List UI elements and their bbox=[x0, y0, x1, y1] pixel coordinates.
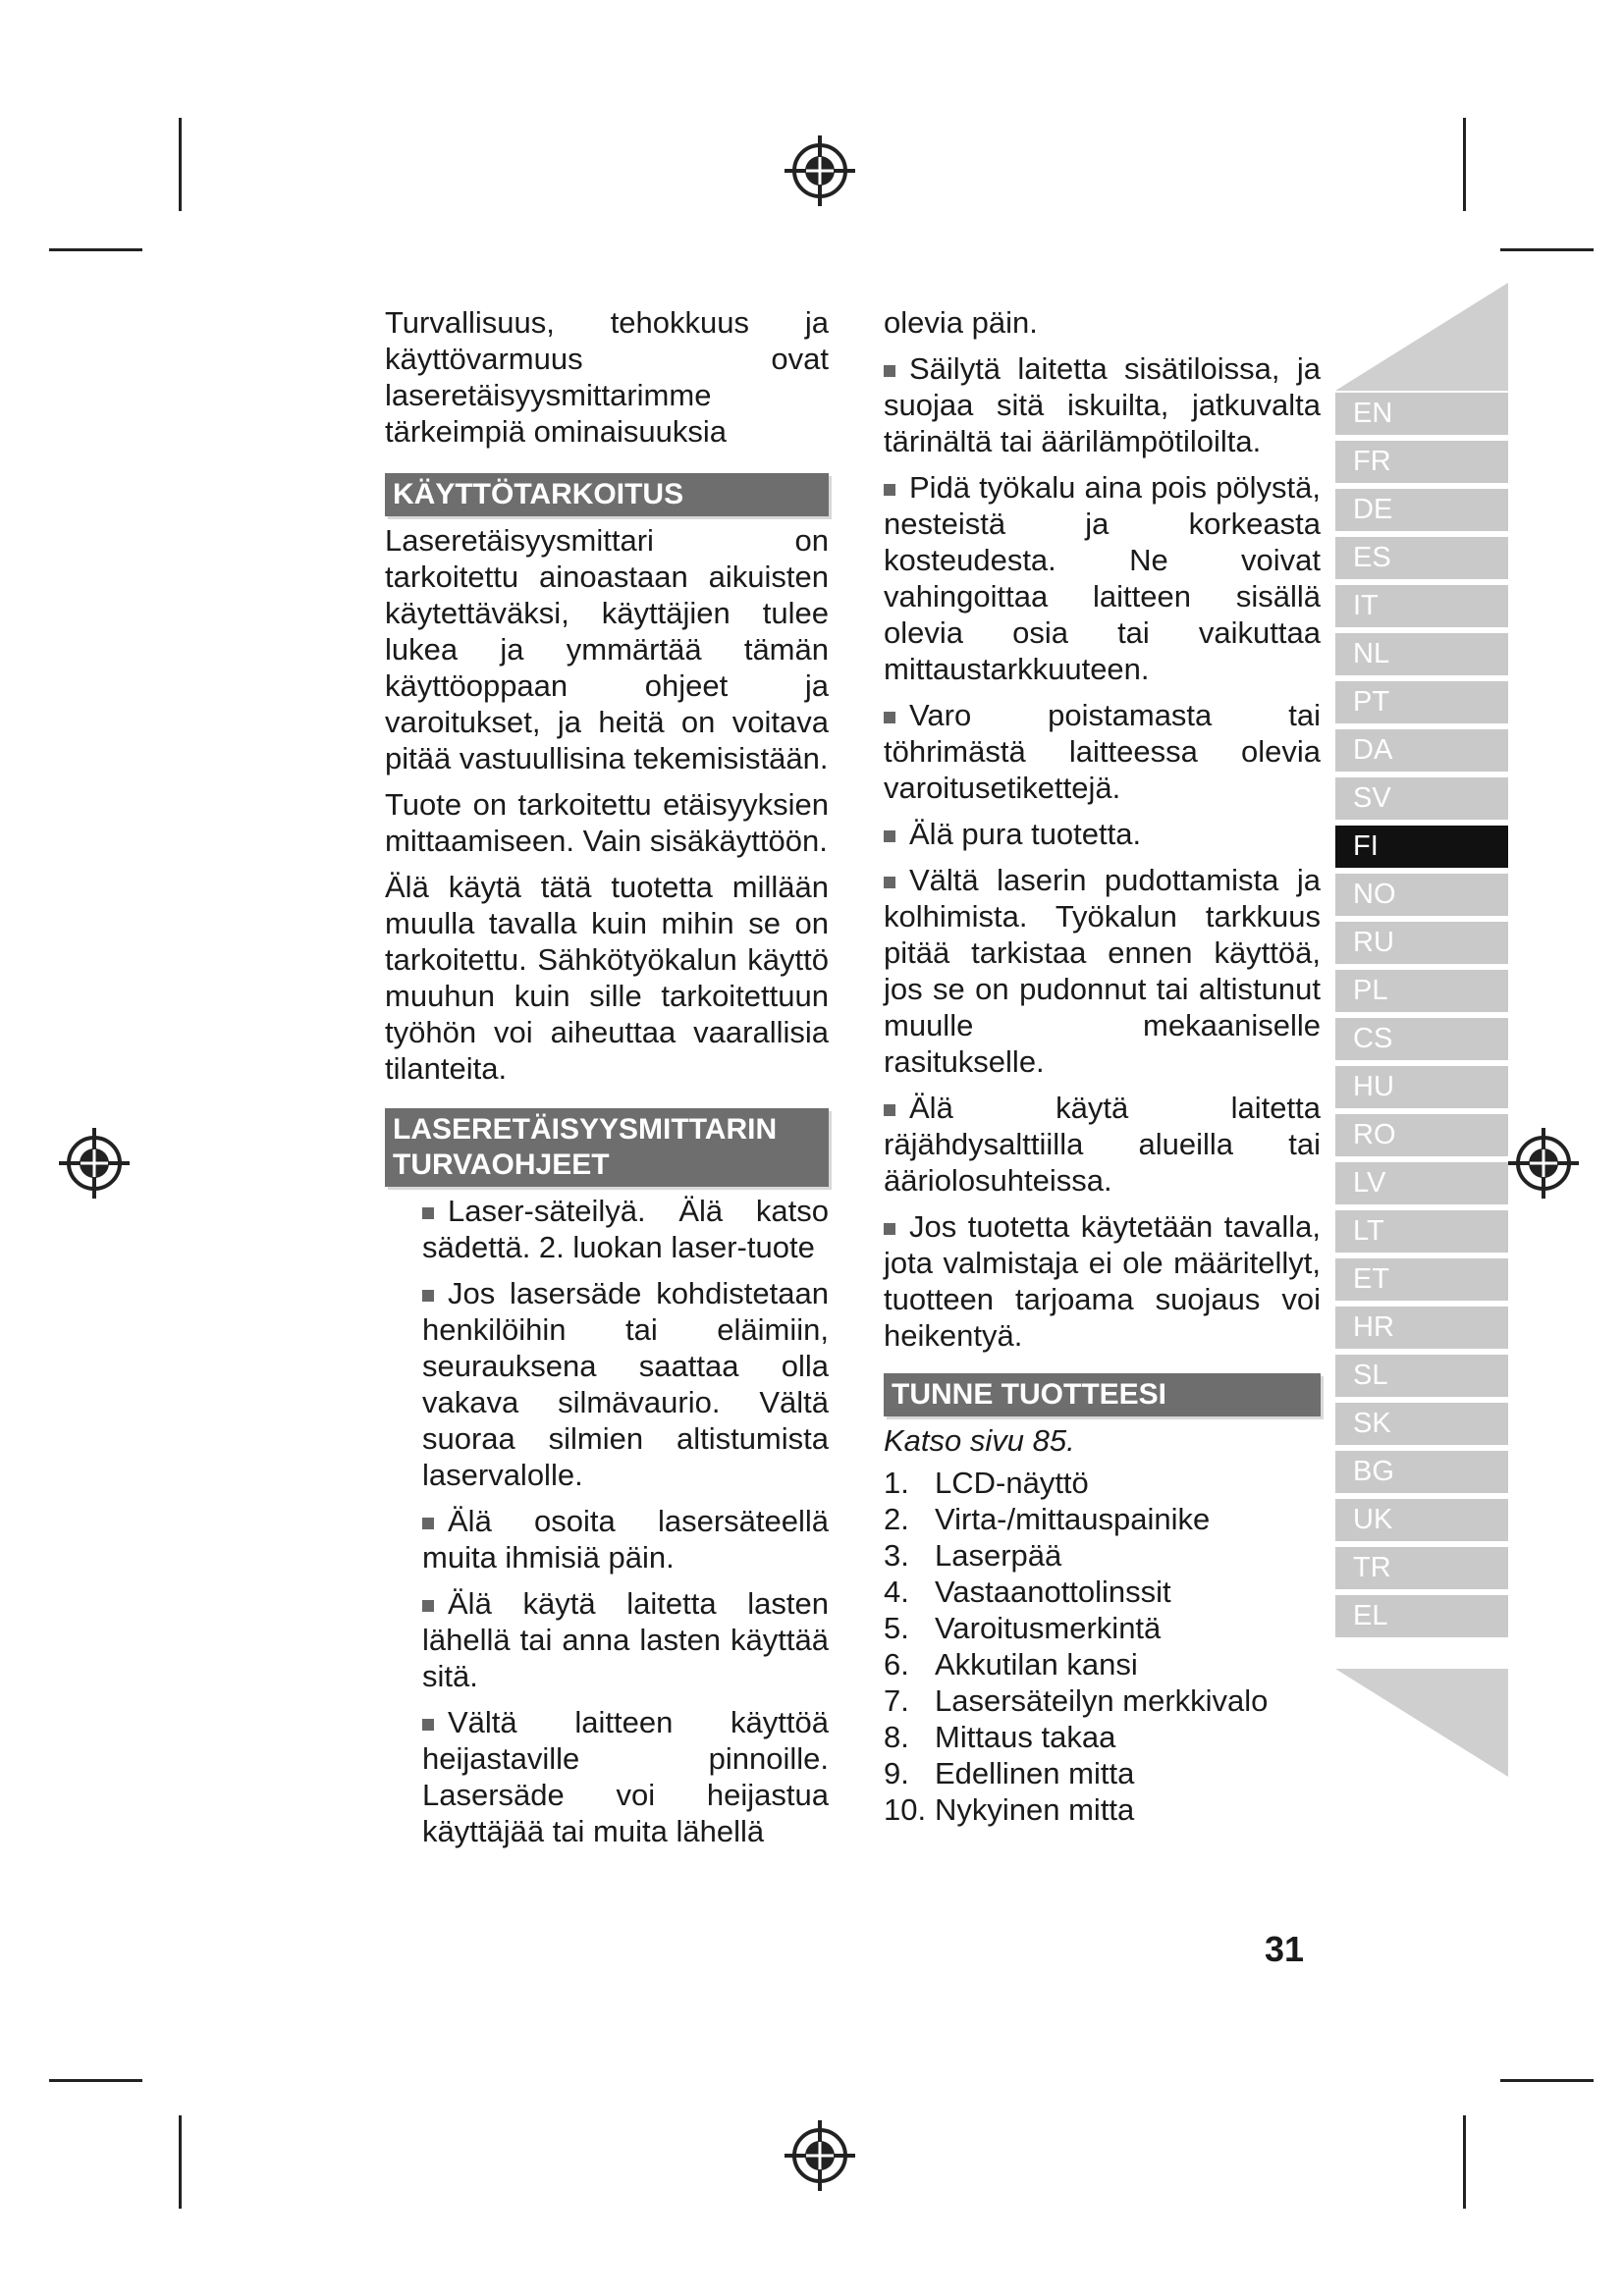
tab-lang-cs[interactable]: CS bbox=[1335, 1018, 1508, 1060]
list-item: Jos lasersäde kohdistetaan henkilöihin tai eläimiin, seurauksena saattaa olla vakava silmävaurio. Vältä suoraa silmien altistumista laservalolle. bbox=[422, 1276, 829, 1492]
list-item: 9. Edellinen mitta bbox=[884, 1756, 1135, 1790]
tab-lang-de[interactable]: DE bbox=[1335, 489, 1508, 531]
list-item: Älä pura tuotetta. bbox=[884, 816, 1321, 852]
crop-mark bbox=[1500, 2079, 1594, 2082]
list-item: 1. LCD-näyttö bbox=[884, 1466, 1089, 1500]
tab-strip-bottom-decoration bbox=[1335, 1669, 1508, 1777]
list-item: Pidä työkalu aina pois pölystä, nesteistä ja korkeasta kosteudesta. Ne voivat vahingoittaa laitteen sisällä olevia osia tai vaikuttaa mittaustarkkuuteen. bbox=[884, 470, 1321, 686]
paragraph: Laseretäisyysmittari on tarkoitettu ainoastaan aikuisten käytettäväksi, käyttäjien tulee lukea ja ymmärtää tämän käyttöoppaan ohjeet ja varoitukset, ja heitä on voitava pitää vastuullisina tekemisistään. bbox=[385, 523, 829, 775]
registration-mark-icon bbox=[783, 133, 857, 208]
paragraph: Tuote on tarkoitettu etäisyyksien mittaamiseen. Vain sisäkäyttöön. bbox=[385, 787, 829, 858]
tab-lang-it[interactable]: IT bbox=[1335, 585, 1508, 627]
list-item: Älä osoita lasersäteellä muita ihmisiä päin. bbox=[422, 1504, 829, 1575]
crop-mark bbox=[1463, 2115, 1466, 2209]
crop-mark bbox=[1500, 248, 1594, 251]
tab-lang-hu[interactable]: HU bbox=[1335, 1066, 1508, 1108]
registration-mark-icon bbox=[1506, 1126, 1581, 1201]
tab-lang-fi[interactable]: FI bbox=[1335, 826, 1508, 868]
crop-mark bbox=[1463, 118, 1466, 211]
bullet-square-icon bbox=[422, 1719, 434, 1731]
tab-lang-da[interactable]: DA bbox=[1335, 729, 1508, 772]
language-tab-strip bbox=[1335, 393, 1508, 1643]
bullet-square-icon bbox=[422, 1600, 434, 1612]
tab-lang-es[interactable]: ES bbox=[1335, 537, 1508, 579]
list-item: Vältä laitteen käyttöä heijastaville pinnoille. Lasersäde voi heijastua käyttäjää tai muita lähellä bbox=[422, 1705, 829, 1848]
tab-lang-sk[interactable]: SK bbox=[1335, 1403, 1508, 1445]
right-column bbox=[884, 304, 1321, 1828]
list-item: 10. Nykyinen mitta bbox=[884, 1792, 1135, 1827]
tab-lang-pt[interactable]: PT bbox=[1335, 681, 1508, 723]
list-item: Laser-säteilyä. Älä katso sädettä. 2. luokan laser-tuote bbox=[422, 1194, 829, 1264]
list-item: Älä käytä laitetta lasten lähellä tai anna lasten käyttää sitä. bbox=[422, 1586, 829, 1693]
bullet-square-icon bbox=[884, 484, 895, 496]
tab-lang-ro[interactable]: RO bbox=[1335, 1114, 1508, 1156]
list-item: Varo poistamasta tai töhrimästä laitteessa olevia varoitusetikettejä. bbox=[884, 698, 1321, 805]
tab-lang-et[interactable]: ET bbox=[1335, 1258, 1508, 1301]
heading-line: LASERETÄISYYSMITTARIN bbox=[393, 1113, 778, 1146]
page-number: 31 bbox=[1265, 1929, 1305, 1969]
see-page-note: Katso sivu 85. bbox=[884, 1423, 1075, 1458]
bullet-square-icon bbox=[884, 1104, 895, 1116]
tab-strip-top-decoration bbox=[1335, 283, 1508, 391]
list-item: 7. Lasersäteilyn merkkivalo bbox=[884, 1683, 1269, 1718]
section-heading-intended-use: KÄYTTÖTARKOITUS bbox=[385, 473, 829, 516]
list-item: Vältä laserin pudottamista ja kolhimista. Työkalun tarkkuus pitää tarkistaa ennen käyttöä, jos se on pudonnut tai altistunut muulle mekaaniselle rasitukselle. bbox=[884, 863, 1321, 1079]
section-heading-safety bbox=[385, 1108, 829, 1187]
bullet-square-icon bbox=[884, 1223, 895, 1235]
tab-lang-el[interactable]: EL bbox=[1335, 1595, 1508, 1637]
tab-lang-pl[interactable]: PL bbox=[1335, 970, 1508, 1012]
paragraph: Älä käytä tätä tuotetta millään muulla tavalla kuin mihin se on tarkoitettu. Sähkötyökalun käyttö muuhun kuin sille tarkoitettuun työhön voi aiheuttaa vaarallisia tilanteita. bbox=[385, 870, 829, 1086]
tab-lang-hr[interactable]: HR bbox=[1335, 1307, 1508, 1349]
list-item: 5. Varoitusmerkintä bbox=[884, 1611, 1162, 1645]
tab-lang-lt[interactable]: LT bbox=[1335, 1210, 1508, 1253]
heading-line: TURVAOHJEET bbox=[393, 1148, 610, 1181]
crop-mark bbox=[179, 118, 182, 211]
parts-list bbox=[884, 1465, 1321, 1828]
section-heading-know-product: TUNNE TUOTTEESI bbox=[884, 1373, 1321, 1416]
bullet-square-icon bbox=[422, 1290, 434, 1302]
bullet-square-icon bbox=[884, 712, 895, 723]
bullet-square-icon bbox=[884, 830, 895, 842]
tab-lang-en[interactable]: EN bbox=[1335, 393, 1508, 435]
tab-lang-tr[interactable]: TR bbox=[1335, 1547, 1508, 1589]
bullet-square-icon bbox=[422, 1207, 434, 1219]
crop-mark bbox=[49, 2079, 142, 2082]
tab-lang-sl[interactable]: SL bbox=[1335, 1355, 1508, 1397]
list-item: Säilytä laitetta sisätiloissa, ja suojaa sitä iskuilta, jatkuvalta tärinältä tai äärilämpötiloilta. bbox=[884, 351, 1321, 458]
list-item: 8. Mittaus takaa bbox=[884, 1720, 1116, 1754]
list-item: Älä käytä laitetta räjähdysalttiilla alueilla tai ääriolosuhteissa. bbox=[884, 1091, 1321, 1198]
crop-mark bbox=[179, 2115, 182, 2209]
tab-lang-lv[interactable]: LV bbox=[1335, 1162, 1508, 1204]
tab-lang-no[interactable]: NO bbox=[1335, 874, 1508, 916]
tab-lang-bg[interactable]: BG bbox=[1335, 1451, 1508, 1493]
tab-lang-fr[interactable]: FR bbox=[1335, 441, 1508, 483]
tab-lang-nl[interactable]: NL bbox=[1335, 633, 1508, 675]
tab-lang-ru[interactable]: RU bbox=[1335, 922, 1508, 964]
bullet-square-icon bbox=[884, 877, 895, 888]
bullet-square-icon bbox=[422, 1518, 434, 1529]
list-item: 3. Laserpää bbox=[884, 1538, 1062, 1573]
bullet-square-icon bbox=[884, 365, 895, 377]
list-item: 2. Virta-/mittauspainike bbox=[884, 1502, 1211, 1536]
continuation-text: olevia päin. bbox=[884, 305, 1038, 340]
list-item: 6. Akkutilan kansi bbox=[884, 1647, 1138, 1682]
crop-mark bbox=[49, 248, 142, 251]
left-column bbox=[385, 304, 829, 1859]
registration-mark-icon bbox=[57, 1126, 132, 1201]
tab-lang-uk[interactable]: UK bbox=[1335, 1499, 1508, 1541]
registration-mark-icon bbox=[783, 2118, 857, 2193]
intro-text: Turvallisuus, tehokkuus ja käyttövarmuus ovat laseretäisyysmittarimme tärkeimpiä ominaisuuksia bbox=[385, 305, 829, 449]
list-item: 4. Vastaanottolinssit bbox=[884, 1575, 1171, 1609]
list-item: Jos tuotetta käytetään tavalla, jota valmistaja ei ole määritellyt, tuotteen tarjoama suojaus voi heikentyä. bbox=[884, 1209, 1321, 1353]
tab-lang-sv[interactable]: SV bbox=[1335, 777, 1508, 820]
